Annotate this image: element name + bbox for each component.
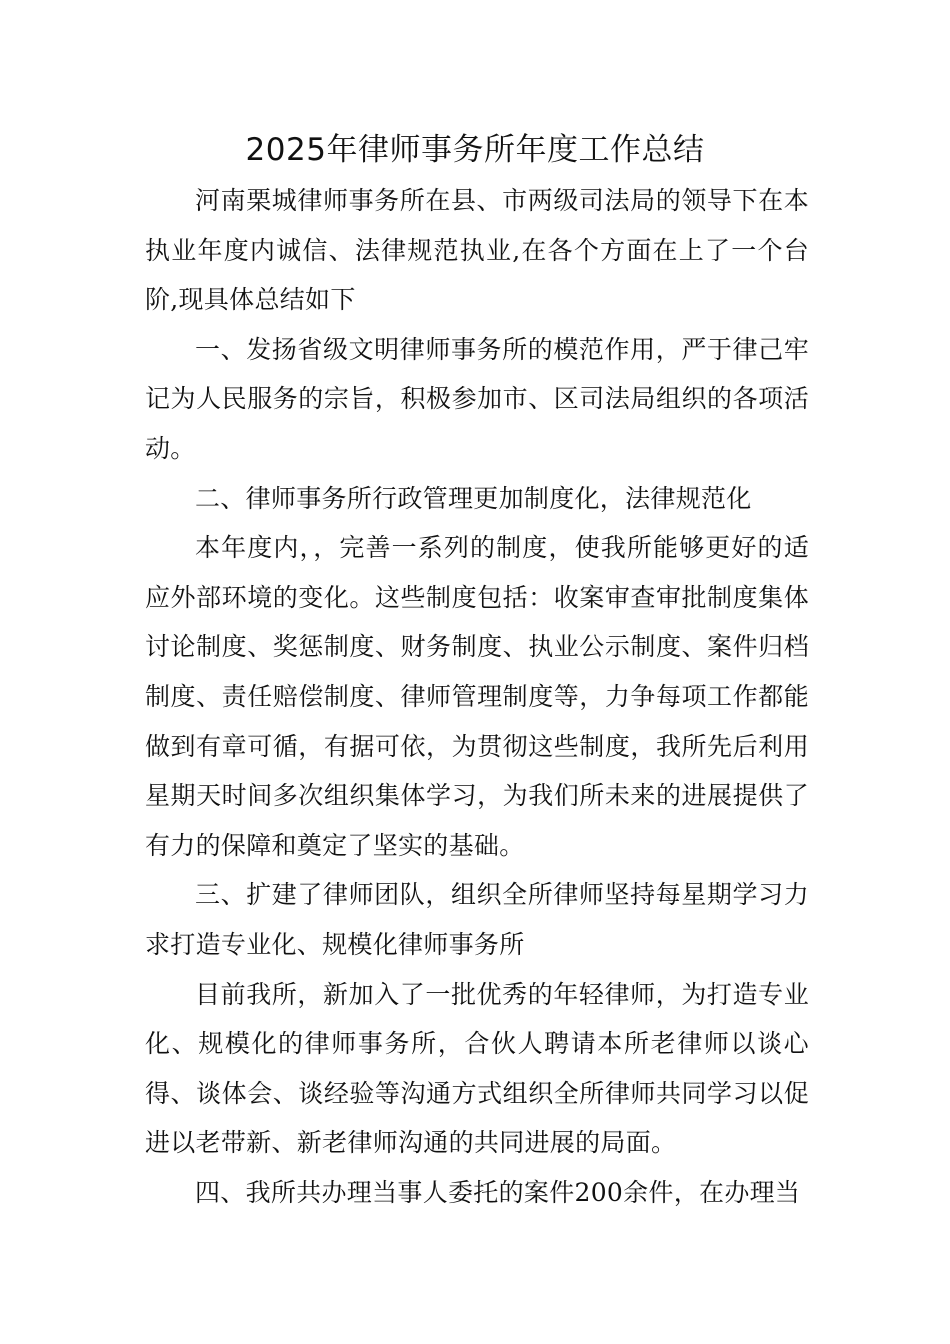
paragraph-section-1: 一、发扬省级文明律师事务所的模范作用，严于律己牢记为人民服务的宗旨，积极参加市、区司法局组织的各项活动。 [145, 334, 809, 463]
paragraph-section-2-body: 本年度内，，完善一系列的制度，使我所能够更好的适应外部环境的变化。这些制度包括：收案审查审批制度集体讨论制度、奖惩制度、财务制度、执业公示制度、案件归档制度、责任赔偿制度、律师管理制度等，力争每项工作都能做到有章可循，有据可依，为贯彻这些制度，我所先后利用星期天时间多次组织集体学习，为我们所未来的进展提供了有力的保障和奠定了坚实的基础。 [145, 533, 809, 860]
paragraph-section-3-body: 目前我所，新加入了一批优秀的年轻律师，为打造专业化、规模化的律师事务所，合伙人聘请本所老律师以谈心得、谈体会、谈经验等沟通方式组织全所律师共同学习以促进以老带新、新老律师沟通的共同进展的局面。 [145, 979, 809, 1158]
paragraph-section-2-heading: 二、律师事务所行政管理更加制度化，法律规范化 [195, 483, 752, 513]
paragraph-intro: 河南栗城律师事务所在县、市两级司法局的领导下在本执业年度内诚信、法律规范执业,在各个方面在上了一个台阶,现具体总结如下 [145, 186, 809, 315]
document-body [145, 176, 809, 1217]
paragraph-section-4: 四、我所共办理当事人委托的案件200余件，在办理当 [195, 1177, 801, 1207]
document-title: 2025年律师事务所年度工作总结 [245, 132, 705, 168]
paragraph-section-3-heading: 三、扩建了律师团队，组织全所律师坚持每星期学习力求打造专业化、规模化律师事务所 [145, 880, 809, 959]
